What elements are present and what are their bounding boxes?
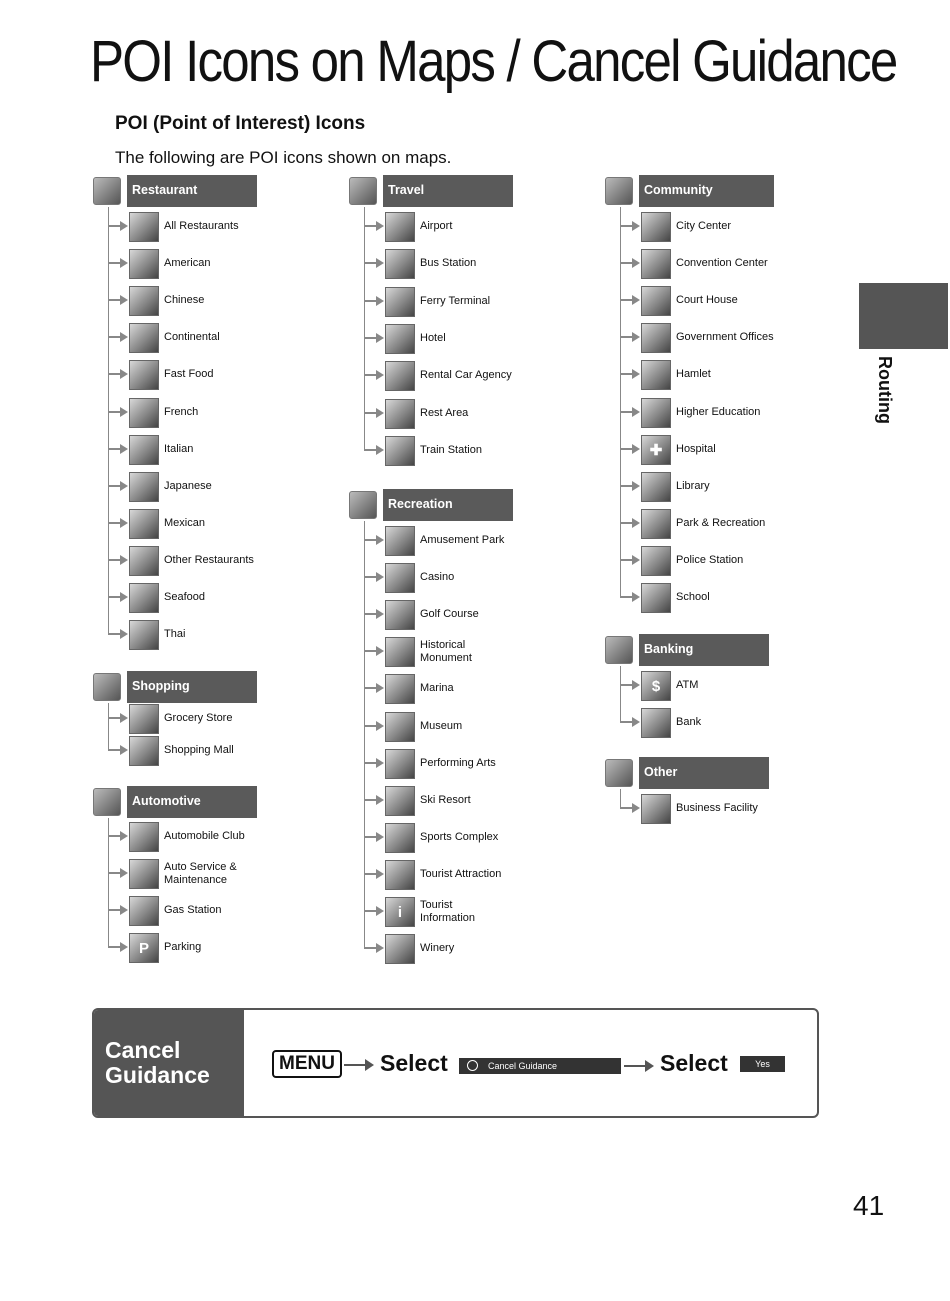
hall-icon	[641, 249, 671, 279]
bench-icon	[385, 399, 415, 429]
tree-arrow	[620, 559, 634, 561]
poi-item-label: Mexican	[164, 516, 205, 529]
group-title: Automotive	[127, 786, 257, 818]
poi-item-label: Bank	[676, 716, 702, 728]
tree-arrow	[620, 225, 634, 227]
tree-arrow	[620, 807, 634, 809]
tree-arrow	[620, 299, 634, 301]
tree-arrow	[620, 262, 634, 264]
tree-arrow	[364, 412, 378, 414]
poi-item-label: Shopping Mall	[164, 744, 234, 756]
bus-icon	[385, 249, 415, 279]
tree-line	[620, 789, 621, 808]
other-icon	[605, 759, 633, 787]
fish-icon	[129, 583, 159, 613]
section-heading: POI (Point of Interest) Icons	[115, 113, 366, 134]
flag-icon	[129, 249, 159, 279]
poi-item-label: Airport	[420, 220, 453, 232]
poi-item-label: Train Station	[420, 443, 482, 456]
card-icon	[385, 563, 415, 593]
smiley-icon	[349, 491, 377, 519]
target-icon	[641, 212, 671, 242]
page-number: 41	[853, 1190, 885, 1221]
yes-button[interactable]: Yes	[740, 1056, 785, 1072]
police-icon	[641, 546, 671, 576]
dollar-icon: $	[641, 671, 671, 701]
book-icon	[641, 472, 671, 502]
poi-item-label: City Center	[676, 220, 732, 232]
tree-arrow	[108, 633, 122, 635]
fork-knife-icon	[129, 212, 159, 242]
fork-knife-icon	[129, 546, 159, 576]
tree-arrow	[364, 539, 378, 541]
poi-item-label: Rest Area	[420, 406, 469, 419]
suitcase-icon	[349, 177, 377, 205]
tree-arrow	[108, 485, 122, 487]
tree-arrow	[620, 596, 634, 598]
taco-icon	[129, 509, 159, 539]
poi-item-label: Hospital	[676, 442, 716, 455]
tree-arrow	[364, 576, 378, 578]
poi-item-label: Government Offices	[676, 331, 774, 344]
fork-knife-icon	[93, 177, 121, 205]
group-title: Shopping	[127, 671, 257, 703]
poi-item-label: Performing Arts	[420, 756, 496, 769]
select-label-1: Select	[380, 1050, 448, 1076]
tree-arrow	[364, 762, 378, 764]
tree-arrow	[364, 687, 378, 689]
ferry-icon	[385, 287, 415, 317]
poi-item-label: Bus Station	[420, 257, 477, 270]
tree-arrow	[364, 725, 378, 727]
tree-arrow	[108, 749, 122, 751]
portrait-icon	[385, 712, 415, 742]
cart-icon	[129, 704, 159, 734]
grapes-icon	[385, 934, 415, 964]
poi-item-label: French	[164, 405, 199, 418]
scales-icon	[641, 286, 671, 316]
poi-item-label: Fast Food	[164, 368, 214, 381]
poi-item-label: Sports Complex	[420, 830, 499, 843]
side-tab	[859, 283, 948, 349]
poi-item-label: Chinese	[164, 294, 205, 307]
tree-arrow	[620, 336, 634, 338]
group-title: Other	[639, 757, 769, 789]
poi-item-label: Tourist Attraction	[420, 867, 502, 880]
tree-line	[108, 703, 109, 750]
tree-line	[620, 666, 621, 722]
group-title: Recreation	[383, 489, 513, 521]
graduation-icon	[641, 398, 671, 428]
poi-item-label: Museum	[420, 719, 463, 732]
capitol-icon	[641, 323, 671, 353]
tree-arrow	[620, 522, 634, 524]
tree-arrow	[108, 448, 122, 450]
tree-arrow	[620, 373, 634, 375]
tree-arrow	[108, 559, 122, 561]
cancel-guidance-title: Cancel Guidance	[105, 1037, 210, 1088]
menu-button[interactable]: MENU	[272, 1050, 342, 1078]
tree-arrow	[108, 262, 122, 264]
bag-icon	[129, 736, 159, 766]
poi-item-label: All Restaurants	[164, 220, 239, 232]
pasta-icon	[129, 435, 159, 465]
poi-item-label: Police Station	[676, 553, 744, 566]
tree-arrow	[108, 225, 122, 227]
tree-arrow	[364, 262, 378, 264]
select-label-2: Select	[660, 1050, 728, 1076]
bread-icon	[129, 398, 159, 428]
poi-item-label: Court House	[676, 294, 738, 307]
cancel-guidance-button[interactable]	[459, 1058, 621, 1074]
poi-item-label: Casino	[420, 571, 455, 584]
tree-arrow	[364, 374, 378, 376]
balloon-icon	[385, 526, 415, 556]
train-icon	[385, 436, 415, 466]
school-icon	[641, 583, 671, 613]
poi-item-label: School	[676, 591, 710, 603]
tree-arrow	[364, 449, 378, 451]
tree-arrow	[108, 299, 122, 301]
flow-arrow-2	[624, 1065, 647, 1067]
poi-item-label: Continental	[164, 331, 220, 344]
office-building-icon	[641, 794, 671, 824]
tree-arrow	[108, 717, 122, 719]
tree-arrow	[364, 947, 378, 949]
poi-item-label: Rental Car Agency	[420, 369, 512, 382]
parking-icon: P	[129, 933, 159, 963]
fuel-pump-icon	[129, 896, 159, 926]
tree-arrow	[108, 909, 122, 911]
square-dot-icon	[641, 360, 671, 390]
tree-icon	[641, 509, 671, 539]
poi-item-label: Park & Recreation	[676, 516, 766, 529]
tree-arrow	[620, 448, 634, 450]
poi-item-label: Grocery Store	[164, 712, 233, 724]
tree-arrow	[108, 373, 122, 375]
poi-item-label: Winery	[420, 942, 455, 955]
tree-arrow	[620, 721, 634, 723]
bag-icon	[93, 673, 121, 701]
poi-item-label: Ski Resort	[420, 793, 471, 806]
poi-item-label: American	[164, 257, 211, 270]
runner-icon	[385, 823, 415, 853]
group-title: Travel	[383, 175, 513, 207]
noodle-icon	[129, 620, 159, 650]
bank-icon	[641, 708, 671, 738]
poi-item-label: Hamlet	[676, 368, 711, 381]
poi-item-label: Automobile Club	[164, 830, 245, 842]
poi-item-label: Convention Center	[676, 257, 768, 270]
tree-arrow	[108, 946, 122, 948]
car-icon	[93, 788, 121, 816]
tree-arrow	[108, 411, 122, 413]
key-car-icon	[385, 361, 415, 391]
money-icon	[605, 636, 633, 664]
burger-icon	[129, 360, 159, 390]
sushi-icon	[129, 472, 159, 502]
tree-arrow	[364, 225, 378, 227]
poi-item-label: Auto Service & Maintenance	[164, 861, 237, 886]
poi-item-label: Japanese	[164, 479, 212, 492]
tree-arrow	[620, 485, 634, 487]
poi-item-label: Hotel	[420, 331, 446, 344]
tree-arrow	[364, 836, 378, 838]
tree-arrow	[108, 522, 122, 524]
cancel-guidance-header	[94, 1010, 244, 1118]
tree-arrow	[364, 300, 378, 302]
poi-item-label: Golf Course	[420, 608, 479, 621]
monument-icon	[385, 637, 415, 667]
mask-icon	[385, 749, 415, 779]
bowl-icon	[129, 286, 159, 316]
poi-item-label: Library	[676, 479, 710, 492]
tree-arrow	[108, 596, 122, 598]
intro-text: The following are POI icons shown on maps.	[115, 148, 452, 167]
car-icon	[129, 822, 159, 852]
group-title: Community	[639, 175, 774, 207]
tree-line	[108, 207, 109, 634]
poi-item-label: Seafood	[164, 591, 205, 603]
poi-item-label: Historical Monument	[420, 639, 472, 665]
poi-item-label: Ferry Terminal	[420, 294, 491, 307]
group-title: Restaurant	[127, 175, 257, 207]
wrench-icon	[129, 859, 159, 889]
tree-line	[108, 818, 109, 947]
plate-icon	[129, 323, 159, 353]
poi-item-label: Marina	[420, 682, 454, 695]
sailboat-icon	[385, 674, 415, 704]
tree-arrow	[108, 835, 122, 837]
tree-arrow	[108, 336, 122, 338]
tree-arrow	[364, 613, 378, 615]
poi-item-label: Higher Education	[676, 405, 761, 418]
tree-arrow	[364, 650, 378, 652]
poi-item-label: Parking	[164, 941, 202, 953]
poi-item-label: Gas Station	[164, 904, 222, 916]
tree-arrow	[108, 872, 122, 874]
page-title: POI Icons on Maps / Cancel Guidance	[90, 29, 897, 94]
poi-item-label: ATM	[676, 679, 699, 691]
poi-item-label: Business Facility	[676, 802, 758, 814]
poi-item-label: Italian	[164, 442, 194, 455]
people-icon	[605, 177, 633, 205]
cancel-guidance-button-label: Cancel Guidance	[488, 1061, 558, 1071]
poi-item-label: Amusement Park	[420, 534, 505, 546]
info-icon: i	[385, 897, 415, 927]
cross-icon: ✚	[641, 435, 671, 465]
bed-icon	[385, 324, 415, 354]
flow-arrow-1	[344, 1064, 367, 1066]
tree-arrow	[364, 873, 378, 875]
tree-arrow	[620, 684, 634, 686]
cancel-circle-icon	[467, 1060, 478, 1071]
airplane-icon	[385, 212, 415, 242]
tree-arrow	[364, 910, 378, 912]
tree-arrow	[620, 411, 634, 413]
golf-flag-icon	[385, 600, 415, 630]
tree-arrow	[364, 799, 378, 801]
skier-icon	[385, 786, 415, 816]
poi-item-label: Other Restaurants	[164, 553, 254, 566]
cancel-guidance-panel	[92, 1008, 819, 1118]
side-tab-label: Routing	[875, 356, 895, 424]
tree-line	[620, 207, 621, 597]
group-title: Banking	[639, 634, 769, 666]
camera-icon	[385, 860, 415, 890]
tree-line	[364, 521, 365, 948]
poi-item-label: Tourist Information	[420, 899, 476, 924]
poi-item-label: Thai	[164, 628, 186, 641]
tree-arrow	[364, 337, 378, 339]
